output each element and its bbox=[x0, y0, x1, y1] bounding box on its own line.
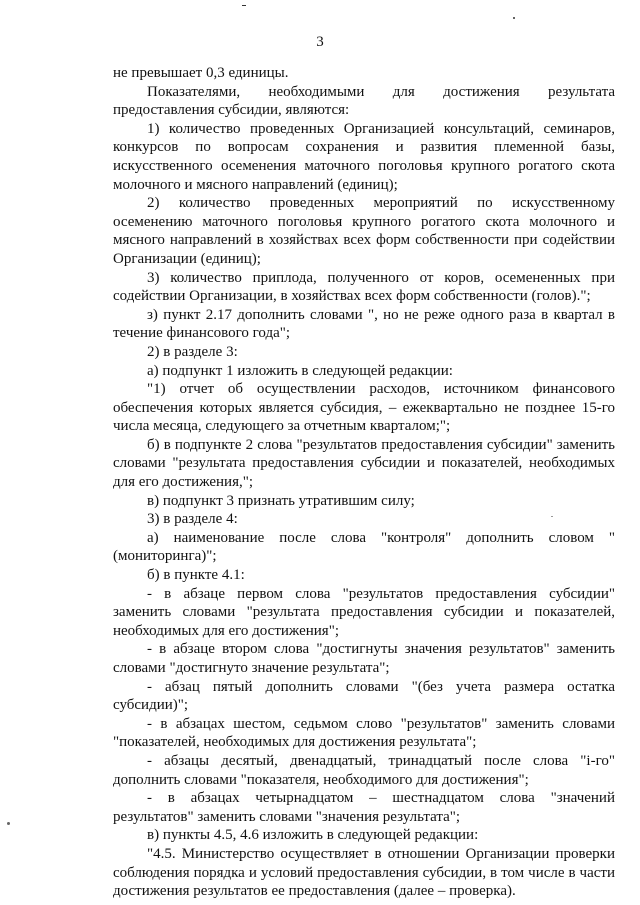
list-item: 3) количество приплода, полученного от коров, осемененных при содействии Организации, в хозяйствах всех форм собственности (голов)."; bbox=[113, 269, 615, 305]
paragraph: Показателями, необходимыми для достижения результата предоставления субсидии, являются: bbox=[113, 83, 615, 119]
scan-mark bbox=[242, 5, 246, 6]
section-heading: 2) в разделе 3: bbox=[147, 343, 238, 360]
list-item: - абзац пятый дополнить словами "(без учета размера остатка субсидии)"; bbox=[113, 678, 615, 714]
section-heading: 3) в разделе 4: bbox=[147, 511, 238, 528]
scan-mark bbox=[513, 17, 515, 19]
page-number: 3 bbox=[316, 34, 324, 50]
list-item: - в абзаце втором слова "достигнуты значения результатов" заменить словами "достигнуто значение результата"; bbox=[113, 641, 615, 676]
list-item: - в абзаце первом слова "результатов предоставления субсидии" заменить словами "результата предоставления субсидии и показателей, необходимых для его достижения"; bbox=[113, 585, 615, 639]
list-item: 2) количество проведенных мероприятий по искусственному осеменению маточного поголовья крупного рогатого скота молочного и мясного направлений в хозяйствах всех форм собственности при содействии Организации (единиц); bbox=[113, 195, 615, 267]
list-item: - абзацы десятый, двенадцатый, тринадцатый после слова "i-го" дополнить словами "показателя, необходимого для достижения"; bbox=[113, 752, 615, 788]
paragraph: не превышает 0,3 единицы. bbox=[113, 65, 289, 81]
paragraph: в) подпункт 3 признать утратившим силу; bbox=[147, 492, 415, 509]
paragraph: б) в пункте 4.1: bbox=[147, 567, 245, 584]
quoted-paragraph: "1) отчет об осуществлении расходов, источником финансового обеспечения которых является субсидия, – ежеквартально не позднее 15-го числа месяца, следующего за отчетным кварталом;"; bbox=[113, 381, 615, 435]
paragraph: а) наименование после слова "контроля" дополнить словом "(мониторинга)"; bbox=[113, 529, 615, 565]
document-body bbox=[113, 64, 615, 901]
paragraph: з) пункт 2.17 дополнить словами ", но не реже одного раза в квартал в течение финансового года"; bbox=[113, 306, 615, 342]
list-item: 1) количество проведенных Организацией консультаций, семинаров, конкурсов по вопросам сохранения и развития племенной базы, искусственного осеменения маточного поголовья крупного рогатого скота молочного и мясного направлений (единиц); bbox=[113, 120, 615, 193]
paragraph: а) подпункт 1 изложить в следующей редакции: bbox=[147, 362, 453, 379]
paragraph: в) пункты 4.5, 4.6 изложить в следующей редакции: bbox=[147, 827, 479, 844]
list-item: - в абзацах четырнадцатом – шестнадцатом слова "значений результатов" заменить словами "значения результата"; bbox=[113, 790, 615, 825]
paragraph: б) в подпункте 2 слова "результатов предоставления субсидии" заменить словами "результата предоставления субсидии и показателей, необходимых для его достижения,"; bbox=[113, 436, 615, 491]
list-item: - в абзацах шестом, седьмом слово "результатов" заменить словами "показателей, необходимых для достижения результата"; bbox=[113, 715, 615, 751]
scan-mark bbox=[7, 822, 10, 825]
quoted-paragraph: "4.5. Министерство осуществляет в отношении Организации проверки соблюдения порядка и условий предоставления субсидии, в том числе в части достижения результатов ее предоставления (далее – проверка). bbox=[113, 845, 615, 900]
